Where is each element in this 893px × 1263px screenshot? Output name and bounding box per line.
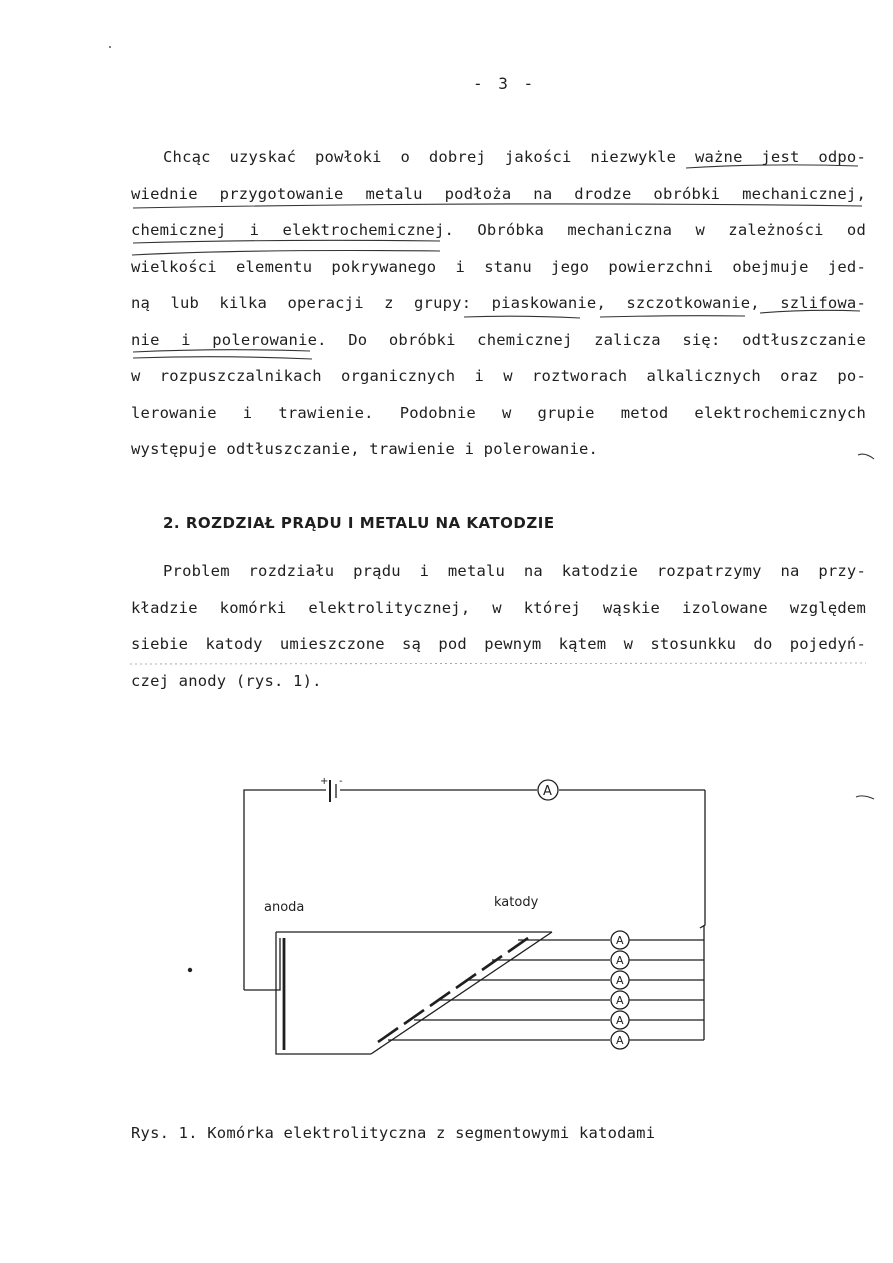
ammeter-label: A: [616, 974, 624, 987]
cathodes-label: katody: [494, 895, 539, 910]
text-line: lerowanie i trawienie. Podobnie w grupie metod elektrochemicznych: [131, 403, 866, 422]
text-line: chemicznej i elektrochemicznej. Obróbka mechaniczna w zależności od: [131, 221, 866, 239]
cell-wall: [276, 932, 371, 1054]
cell-wall: [371, 932, 552, 1054]
figure-caption: Rys. 1. Komórka elektrolityczna z segmentowymi katodami: [131, 1124, 656, 1142]
text-line: kładzie komórki elektrolitycznej, w której wąskie izolowane względem: [131, 598, 866, 617]
text-line: Chcąc uzyskać powłoki o dobrej jakości niezwykle ważne jest odpo-: [163, 148, 866, 166]
text-line: ną lub kilka operacji z grupy: piaskowanie, szczotkowanie, szlifowa-: [131, 294, 866, 312]
ammeter-label: A: [616, 1014, 624, 1027]
text-line: Problem rozdziału prądu i metalu na katodzie rozpatrzymy na przy-: [163, 562, 866, 580]
cathode-segment: [404, 1010, 424, 1024]
section-heading: 2. ROZDZIAŁ PRĄDU I METALU NA KATODZIE: [163, 514, 555, 532]
text-line: siebie katody umieszczone są pod pewnym kątem w stosunkku do pojedyń-: [131, 635, 866, 653]
text-line: w rozpuszczalnikach organicznych i w roztworach alkalicznych oraz po-: [131, 367, 866, 385]
ammeter-label: A: [616, 934, 624, 947]
ammeter-label: A: [616, 994, 624, 1007]
battery-minus-label: -: [339, 776, 343, 787]
text-line: nie i polerowanie. Do obróbki chemicznej zalicza się: odtłuszczanie: [131, 330, 866, 349]
paragraph-problem: [131, 553, 866, 699]
paragraph-preparation: [131, 139, 866, 468]
ammeter-label: A: [543, 784, 552, 799]
anode-wire: [244, 938, 280, 990]
electrolytic-cell-diagram: [230, 770, 730, 1070]
text-line: wiednie przygotowanie metalu podłoża na drodze obróbki mechanicznej,: [131, 184, 866, 203]
cathode-segment: [430, 992, 450, 1006]
text-line: czej anody (rys. 1).: [131, 671, 322, 690]
page-number: - 3 -: [473, 74, 537, 93]
battery-plus-label: +: [320, 776, 329, 787]
anode-label: anoda: [264, 900, 305, 915]
text-line: wielkości elementu pokrywanego i stanu jego powierzchni obejmuje jed-: [131, 257, 866, 276]
circuit-wire: [700, 790, 705, 928]
ammeter-label: A: [616, 1034, 624, 1047]
text-line: występuje odtłuszczanie, trawienie i polerowanie.: [131, 440, 599, 458]
ammeter-label: A: [616, 954, 624, 967]
